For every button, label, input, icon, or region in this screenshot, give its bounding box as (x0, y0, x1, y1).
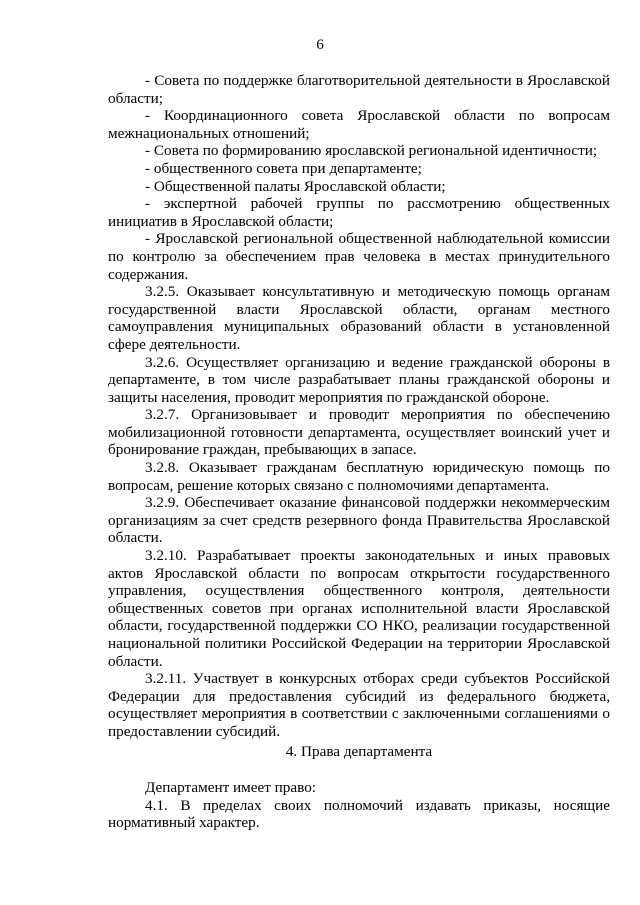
list-item-interethnic-council: - Координационного совета Ярославской области по вопросам межнациональных отношений; (108, 107, 610, 142)
clause-3-2-9: 3.2.9. Обеспечивает оказание финансовой поддержки некоммерческим организациям за счет средств резервного фонда Правительства Ярославской области. (108, 494, 610, 547)
list-item-charity-council: - Совета по поддержке благотворительной деятельности в Ярославской области; (108, 72, 610, 107)
list-item-identity-council: - Совета по формированию ярославской региональной идентичности; (145, 142, 598, 160)
clause-3-2-11: 3.2.11. Участвует в конкурсных отборах среди субъектов Российской Федерации для предоставления субсидий из федерального бюджета, осуществляет мероприятия в соответствии с заключенными соглашениями о предоставлении субсидий. (108, 670, 610, 740)
clause-3-2-10: 3.2.10. Разрабатывает проекты законодательных и иных правовых актов Ярославской области по вопросам открытости государственного управления, осуществления общественного контроля, деятельности общественных советов при органах исполнительной власти Ярославской области, государственной поддержки СО НКО, реализации государственной национальной политики Российской Федерации на территории Ярославской области. (108, 547, 610, 670)
list-item-monitoring-commission: - Ярославской региональной общественной наблюдательной комиссии по контролю за обеспечением прав человека в местах принудительного содержания. (108, 230, 610, 283)
section-heading: 4. Права департамента (285, 742, 433, 760)
list-item-expert-group: - экспертной рабочей группы по рассмотрению общественных инициатив в Ярославской области; (108, 195, 610, 230)
document-body (108, 72, 610, 832)
list-item-public-council: - общественного совета при департаменте; (145, 159, 422, 177)
clause-4-1: 4.1. В пределах своих полномочий издавать приказы, носящие нормативный характер. (108, 796, 610, 832)
clause-3-2-7: 3.2.7. Организовывает и проводит мероприятия по обеспечению мобилизационной готовности департамента, осуществляет воинский учет и бронирование граждан, пребывающих в запасе. (108, 406, 610, 459)
list-item-public-chamber: - Общественной палаты Ярославской области; (145, 177, 446, 195)
rights-intro: Департамент имеет право: (145, 779, 317, 797)
page-number: 6 (316, 36, 324, 53)
clause-3-2-5: 3.2.5. Оказывает консультативную и методическую помощь органам государственной власти Ярославской области, органам местного самоуправления муниципальных образований области в установленной сфере деятельности. (108, 283, 610, 353)
clause-3-2-6: 3.2.6. Осуществляет организацию и ведение гражданской обороны в департаменте, в том числе разрабатывает планы гражданской обороны и защиты населения, проводит мероприятия по гражданской обороне. (108, 353, 610, 406)
clause-3-2-8: 3.2.8. Оказывает гражданам бесплатную юридическую помощь по вопросам, решение которых связано с полномочиями департамента. (108, 459, 610, 494)
